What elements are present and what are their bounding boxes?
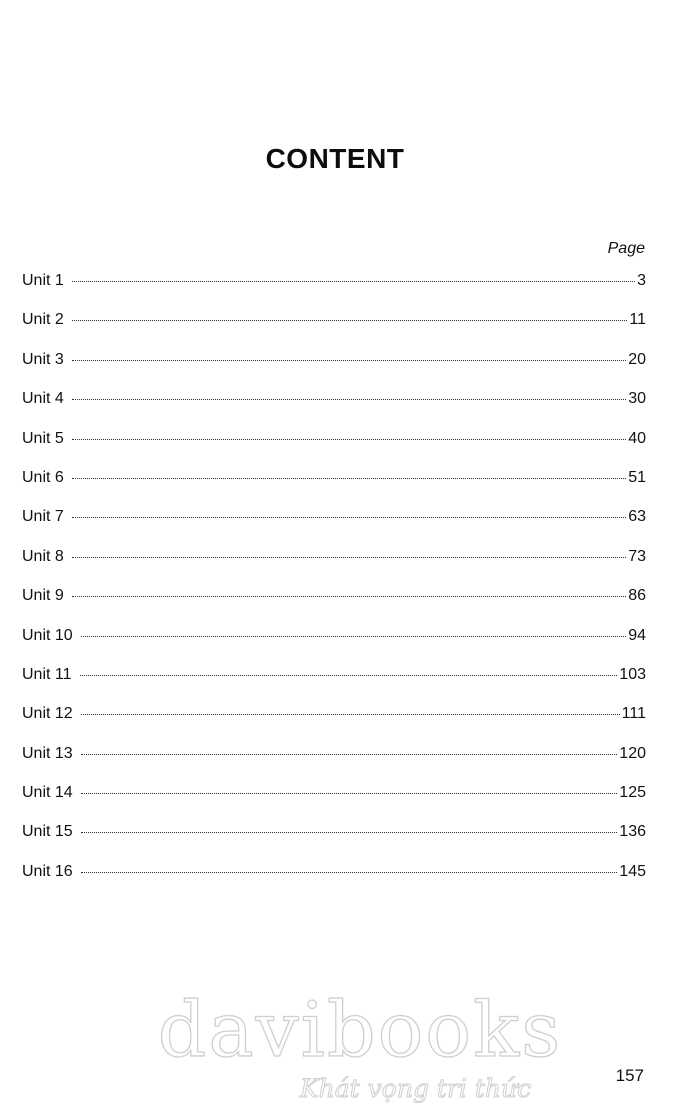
watermark [150,985,570,1103]
toc-entry [22,863,646,902]
toc-entry [22,311,646,350]
page-column-label: Page [607,240,645,257]
dot-leader [72,557,626,558]
toc-entry [22,469,646,508]
toc-entry [22,627,646,666]
toc-entry-page: 145 [619,862,646,880]
toc-entry-label: Unit 8 [22,547,64,565]
toc-entry [22,548,646,587]
toc-entry-page: 30 [628,390,646,408]
toc-entry [22,587,646,626]
toc-entry-page: 40 [628,429,646,447]
toc-entry [22,745,646,784]
toc-entry-page: 103 [619,665,646,683]
toc-entry-label: Unit 9 [22,587,64,605]
toc-entry-label: Unit 10 [22,626,73,644]
toc-entry-label: Unit 15 [22,823,73,841]
toc-entry-label: Unit 13 [22,744,73,762]
toc-entry-page: 20 [628,350,646,368]
toc-entry [22,390,646,429]
toc-entry-page: 125 [619,784,646,802]
toc-entry-label: Unit 1 [22,272,64,289]
toc-entry [22,705,646,744]
toc-entry-page: 94 [628,626,646,644]
toc-entry [22,351,646,390]
toc-entry-label: Unit 3 [22,350,64,368]
toc-entry [22,823,646,862]
dot-leader [80,675,618,676]
toc-entry [22,430,646,469]
toc-entry-page: 63 [628,508,646,526]
toc-entry [22,666,646,705]
dot-leader [72,399,626,400]
toc-entry-label: Unit 11 [22,665,72,683]
dot-leader [72,439,626,440]
toc-entry-label: Unit 14 [22,784,73,802]
toc-entry-label: Unit 12 [22,705,73,723]
toc-entry-page: 86 [628,587,646,605]
toc-entry-label: Unit 7 [22,508,64,526]
toc-entry-page: 11 [629,311,646,329]
toc-entry-label: Unit 6 [22,468,64,486]
page-number: 157 [615,1066,644,1085]
toc-entry-label: Unit 16 [22,862,73,880]
page-title: CONTENT [265,143,405,174]
watermark-tagline: Khát vọng tri thức [300,1074,532,1103]
toc-entry-label: Unit 4 [22,390,64,408]
toc-entry-page: 120 [619,744,646,762]
dot-leader [72,320,628,321]
dot-leader [72,281,635,282]
toc-entry-page: 51 [628,468,646,486]
toc-entry-page: 73 [628,547,646,565]
toc-entry-label: Unit 5 [22,429,64,447]
table-of-contents [22,272,646,902]
dot-leader [81,872,618,873]
dot-leader [81,832,618,833]
toc-entry [22,784,646,823]
dot-leader [81,754,618,755]
dot-leader [72,478,626,479]
toc-entry [22,508,646,547]
dot-leader [72,517,626,518]
watermark-brand: davibooks [157,985,563,1074]
dot-leader [81,636,627,637]
toc-entry-page: 136 [619,823,646,841]
toc-entry-page: 3 [637,272,646,289]
dot-leader [81,793,618,794]
dot-leader [81,714,620,715]
toc-entry-page: 111 [621,705,646,723]
dot-leader [72,596,626,597]
dot-leader [72,360,626,361]
toc-entry [22,272,646,311]
toc-entry-label: Unit 2 [22,311,64,329]
